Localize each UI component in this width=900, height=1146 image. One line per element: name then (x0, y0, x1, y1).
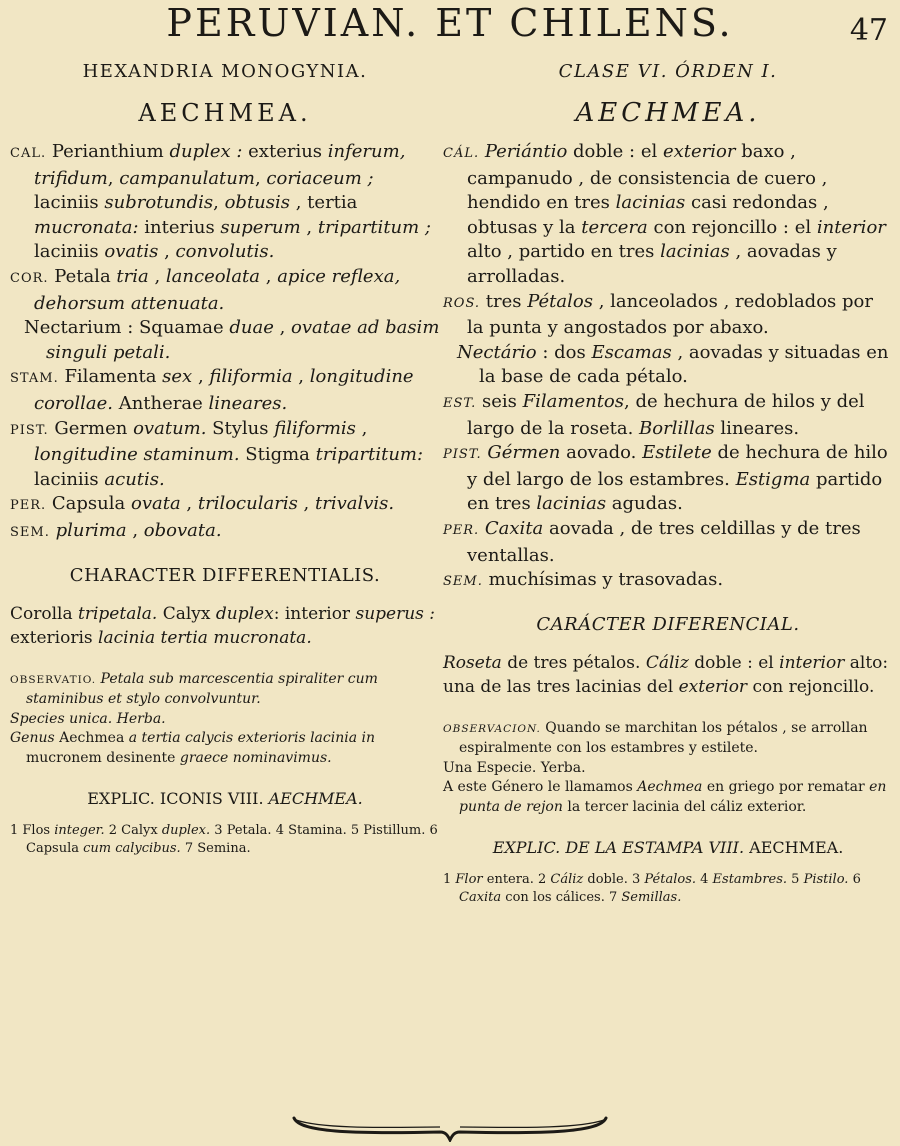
entry-label: PIST. (10, 422, 49, 438)
observation-entry: OBSERVACION. Quando se marchitan los pétalos , se arrollan espiralmente con los estambres y estilete. (443, 719, 868, 757)
page-title: PERUVIAN. ET CHILENS. (166, 1, 734, 45)
pericarpium-entry: PER. Capsula ovata , trilocularis , trivalvis. (10, 493, 395, 515)
species-note: Una Especie. Yerba. (443, 759, 586, 776)
entry-label: OBSERVATIO. (10, 673, 97, 686)
character-heading: CHARACTER DIFFERENTIALIS. (69, 564, 381, 586)
stamina-entry: STAM. Filamenta sex , filiformia , longitudine corollae. Antherae lineares. (10, 366, 414, 414)
pistilo-entry: PIST. Gérmen aovado. Estilete de hechura de hilo y del largo de los estambres. Estigma partido en tres lacinias agudas. (443, 442, 888, 515)
page-number: 47 (849, 13, 888, 48)
entry-label: PER. (443, 522, 480, 538)
entry-label: ROS. (443, 295, 481, 311)
calyx-entry: CÁL. Periántio doble : el exterior baxo , campanudo , de consistencia de cuero , hendido en tres lacinias casi redondas , obtusas y la tercera con rejoncillo : el interior alto , partido en tres lacinias , aovadas y arrolladas. (443, 141, 886, 287)
calyx-entry: CAL. Perianthium duplex : exterius inferum, trifidum, campanulatum, coriaceum ; laciniis subrotundis, obtusis , tertia mucronata: interius superum , tripartitum ; laciniis ovatis , convolutis. (10, 141, 431, 263)
entry-label: CÁL. (443, 146, 480, 161)
entry-label: OBSERVACION. (443, 722, 541, 735)
tailpiece-ornament-icon (290, 1112, 610, 1142)
class-heading: CLASE VI. ÓRDEN I. (558, 61, 778, 82)
character-heading: CARÁCTER DIFERENCIAL. (536, 613, 800, 635)
corolla-entry: COR. Petala tria , lanceolata , apice reflexa, dehorsum attenuata. (10, 265, 401, 314)
genus-note: Genus Aechmea a tertia calycis exterioris lacinia in mucronem desinente graece nominavimus. (10, 730, 376, 766)
spanish-column (443, 60, 893, 907)
plate-explanation: 1 Flos integer. 2 Calyx duplex. 3 Petala. 4 Stamina. 5 Pistillum. 6 Capsula cum calycibus. 7 Semina. (10, 823, 438, 856)
pistillum-entry: PIST. Germen ovatum. Stylus filiformis , longitudine staminum. Stigma tripartitum: laciniis acutis. (10, 417, 424, 490)
entry-label: EST. (443, 395, 477, 411)
character-text: Corolla tripetala. Calyx duplex: interior superus : exterioris lacinia tertia mucronata. (10, 603, 436, 648)
plate-explanation-heading: EXPLIC. DE LA ESTAMPA VIII. AECHMEA. (492, 838, 844, 858)
character-text: Roseta de tres pétalos. Cáliz doble : el interior alto: una de las tres lacinias del exterior con rejoncillo. (443, 652, 889, 697)
estambres-entry: EST. seis Filamentos, de hechura de hilos y del largo de la roseta. Borlillas lineares. (443, 390, 865, 439)
latin-column (10, 60, 440, 858)
plate-explanation: 1 Flor entera. 2 Cáliz doble. 3 Pétalos. 4 Estambres. 5 Pistilo. 6 Caxita con los cálices. 7 Semillas. (443, 872, 861, 906)
entry-label: SEM. (443, 574, 483, 590)
observation-entry: OBSERVATIO. Petala sub marcescentia spiraliter cum staminibus et stylo convolvuntur. (10, 670, 378, 707)
plate-explanation-heading: EXPLIC. ICONIS VIII. AECHMEA. (87, 789, 363, 808)
entry-label: COR. (10, 270, 49, 286)
entry-label: PIST. (443, 447, 482, 463)
entry-label: PER. (10, 498, 47, 514)
species-note: Species unica. Herba. (10, 710, 166, 727)
nectarium-entry: Nectarium : Squamae duae , ovatae ad basim singuli petali. (24, 317, 440, 363)
semillas-entry: SEM. muchísimas y trasovadas. (443, 569, 724, 591)
genus-heading: AECHMEA. (575, 98, 761, 128)
entry-label: STAM. (10, 371, 59, 387)
semina-entry: SEM. plurima , obovata. (10, 519, 222, 541)
nectario-entry: Nectário : dos Escamas , aovadas y situadas en la base de cada pétalo. (457, 341, 889, 388)
genus-note: A este Género le llamamos Aechmea en griego por rematar en punta de rejon la tercer lacinia del cáliz exterior. (443, 779, 887, 815)
class-heading: HEXANDRIA MONOGYNIA. (82, 61, 368, 82)
entry-label: SEM. (10, 524, 50, 540)
roseta-entry: ROS. tres Pétalos , lanceolados , redoblados por la punta y angostados por abaxo. (443, 290, 873, 339)
pericarpio-entry: PER. Caxita aovada , de tres celdillas y de tres ventallas. (443, 517, 861, 566)
entry-label: CAL. (10, 146, 47, 161)
genus-heading: AECHMEA. (138, 99, 312, 127)
